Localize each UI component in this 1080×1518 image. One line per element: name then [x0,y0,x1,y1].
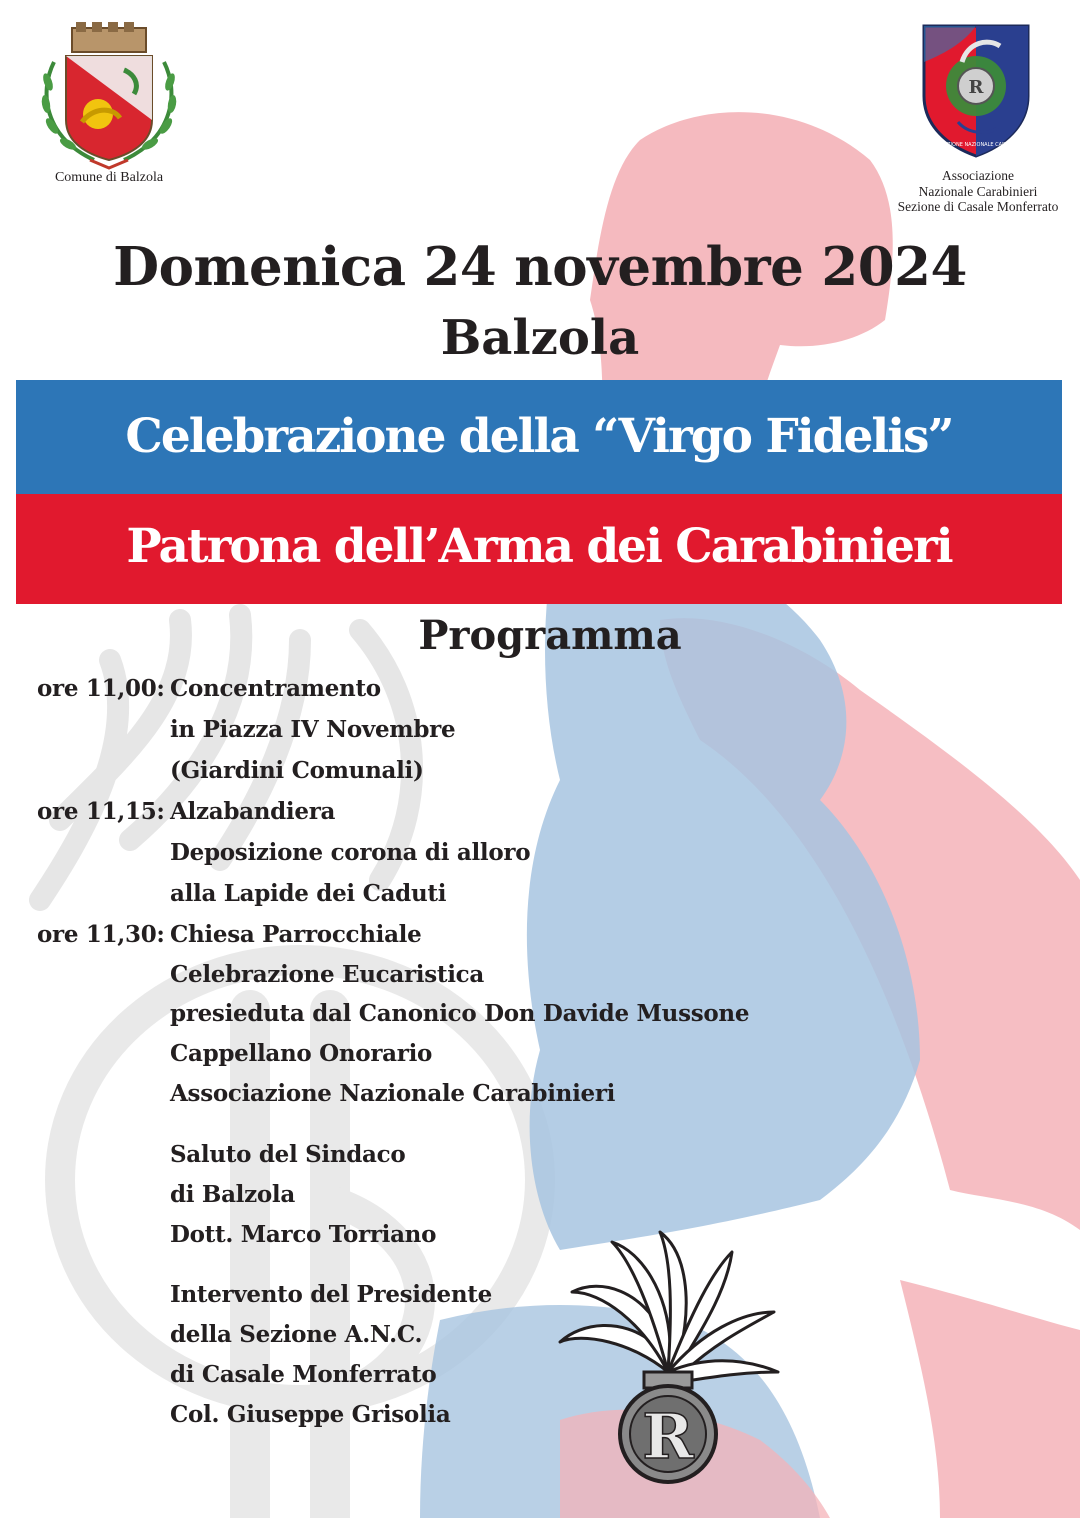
celebration-banner-text: Celebrazione della “Virgo Fidelis” [125,409,953,464]
right-caption-line-2: Nazionale Carabinieri [918,183,1038,199]
patron-banner [16,494,1062,604]
event-place: Balzola [440,310,640,366]
event-date: Domenica 24 novembre 2024 [113,236,967,298]
patron-banner-text: Patrona dell’Arma dei Carabinieri [126,519,952,574]
pink-silhouette-shoulder [900,1280,1080,1518]
left-logo-caption: Comune di Balzola [54,170,164,185]
program-line: di Balzola [170,1181,295,1208]
anc-shield-logo-icon [918,22,1034,160]
balzola-coat-of-arms-icon [34,22,184,172]
celebration-banner [16,380,1062,494]
program-line: Associazione Nazionale Carabinieri [170,1080,616,1107]
program-line: in Piazza IV Novembre [170,716,456,743]
right-logo-caption [878,168,1078,215]
emblem-monogram: R [642,1400,694,1473]
program-line: Concentramento [170,675,381,702]
program-line: Chiesa Parrocchiale [170,921,422,948]
program-title: Programma [418,612,682,659]
program-time-1130: ore 11,30: [37,921,165,948]
program-line: Col. Giuseppe Grisolia [170,1401,451,1428]
right-caption-line-1: Associazione [942,168,1014,183]
program-line: Saluto del Sindaco [170,1141,406,1168]
program-line: della Sezione A.N.C. [170,1321,423,1348]
anc-monogram: R [968,77,984,98]
program-line: presieduta dal Canonico Don Davide Mussone [170,1000,750,1027]
program-line: Cappellano Onorario [170,1040,433,1067]
program-line: Deposizione corona di alloro [170,839,531,866]
program-line: Alzabandiera [170,798,336,825]
program-time-1100: ore 11,00: [37,675,165,702]
anc-ring-text: ASSOCIAZIONE NAZIONALE CARABINIERI [925,142,1027,148]
program-line: Celebrazione Eucaristica [170,961,484,988]
program-line: alla Lapide dei Caduti [170,880,447,907]
program-time-1115: ore 11,15: [37,798,165,825]
program-line: di Casale Monferrato [170,1361,437,1388]
program-line: Intervento del Presidente [170,1281,492,1308]
carabinieri-flame-emblem-icon [552,1222,784,1484]
right-caption-line-3: Sezione di Casale Monferrato [897,199,1059,214]
program-line: Dott. Marco Torriano [170,1221,437,1248]
program-line: (Giardini Comunali) [170,757,424,784]
